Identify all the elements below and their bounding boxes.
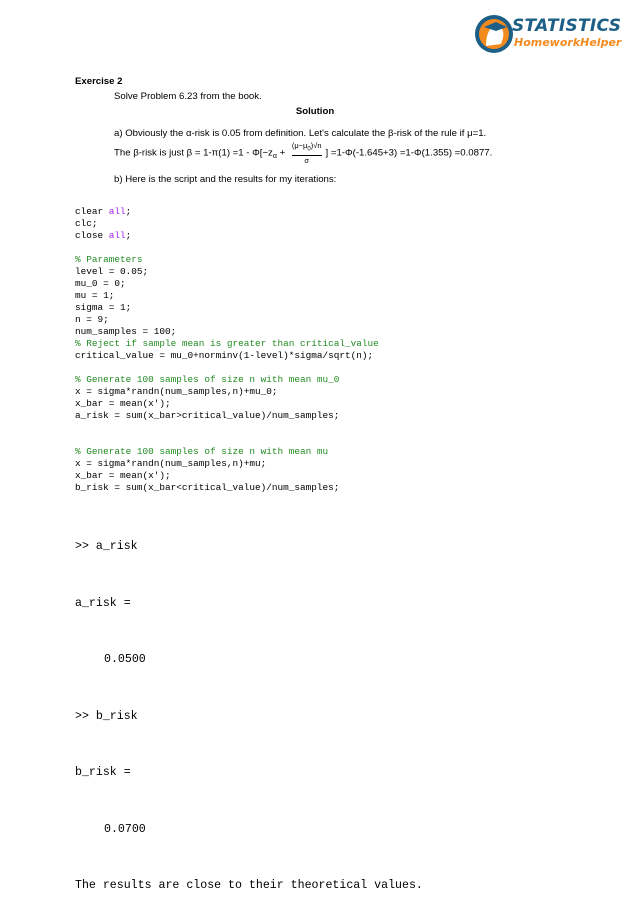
code-comment: % Reject if sample mean is greater than critical_value [75,338,379,349]
part-b-text: b) Here is the script and the results for my iterations: [114,173,337,185]
output-line: a_risk = [75,596,131,610]
code-comment: % Generate 100 samples of size n with mean mu_0 [75,374,340,385]
code-line: close all; [75,230,132,241]
code-line: x_bar = mean(x'); [75,398,171,409]
statistics-homework-helper-logo [474,12,624,56]
code-line: clc; [75,218,98,229]
code-line: clear all; [75,206,132,217]
solution-heading: Solution [295,106,335,117]
code-line: x = sigma*randn(num_samples,n)+mu; [75,458,267,469]
code-comment: % Parameters [75,254,143,265]
code-line: mu_0 = 0; [75,278,126,289]
output-line: >> a_risk [75,540,138,553]
document-body [75,74,555,187]
output-line: b_risk = [75,766,131,779]
part-a-line2-suffix: ] =1-Φ(-1.645+3) =1-Φ(1.355) =0.0877. [325,147,493,159]
code-line: critical_value = mu_0+norminv(1-level)*sigma/sqrt(n); [75,350,374,361]
output-value: 0.0700 [104,822,146,836]
command-output [75,512,423,922]
part-a-line2 [75,141,555,165]
fraction-denominator: σ [304,155,309,165]
fraction-numerator-end: )√n [310,141,322,150]
student-head-icon [474,14,514,54]
output-line: >> b_risk [75,709,138,723]
code-line: x_bar = mean(x'); [75,470,171,481]
code-line: x = sigma*randn(num_samples,n)+mu_0; [75,386,278,397]
code-comment: % Generate 100 samples of size n with mean mu [75,446,329,457]
conclusion-text: The results are close to their theoretical values. [75,879,423,892]
code-line: b_risk = sum(x_bar<critical_value)/num_samples; [75,482,340,493]
code-line: n = 9; [75,314,109,325]
part-a-line1: a) Obviously the α-risk is 0.05 from definition. Let's calculate the β-risk of the rule if μ=1. [114,128,487,139]
code-line: a_risk = sum(x_bar>critical_value)/num_samples; [75,410,340,421]
fraction [292,141,322,165]
fraction-numerator-sub: 0 [307,146,311,153]
matlab-script [75,206,379,494]
code-line: sigma = 1; [75,302,132,313]
exercise-title: Exercise 2 [75,76,123,87]
fraction-numerator: (μ−μ [291,141,308,150]
code-line: mu = 1; [75,290,115,301]
logo-text-homework-helper: HomeworkHelper [514,36,622,49]
code-line: num_samples = 100; [75,326,177,337]
code-line: level = 0.05; [75,266,149,277]
part-a-line2-prefix: The β-risk is just β = 1-π(1) =1 - Φ[−z [114,147,273,159]
output-value: 0.0500 [104,653,146,666]
alpha-subscript: α [272,153,277,161]
task-text: Solve Problem 6.23 from the book. [114,91,262,102]
logo-text-statistics: STATISTICS [512,16,622,36]
plus-sign: + [276,147,288,159]
